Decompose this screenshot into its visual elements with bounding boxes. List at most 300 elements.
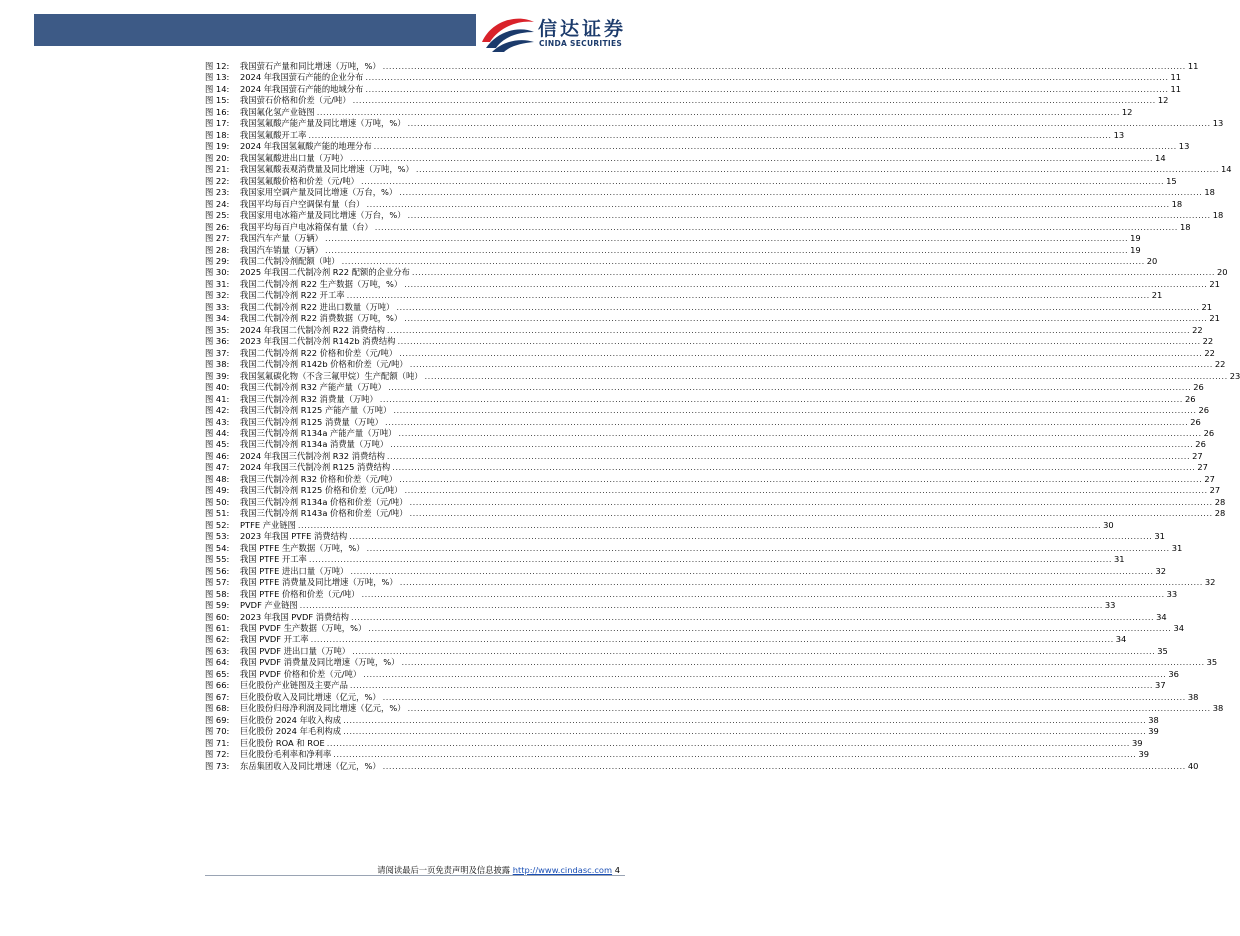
toc-figure-label: 图 65:	[205, 668, 230, 679]
toc-page-number: 13	[1178, 141, 1190, 152]
toc-entry[interactable]	[205, 703, 1224, 714]
toc-figure-title: 我国三代制冷剂 R125 价格和价差（元/吨）	[240, 485, 403, 496]
toc-figure-label: 图 21:	[205, 164, 230, 175]
toc-entry[interactable]	[205, 691, 1199, 703]
toc-leader-dots	[396, 302, 1199, 313]
toc-leader-dots	[400, 577, 1203, 588]
toc-leader-dots	[399, 187, 1202, 198]
toc-leader-dots	[408, 703, 1211, 714]
toc-entry[interactable]	[205, 657, 1218, 668]
toc-figure-title: 我国 PVDF 消费量及同比增速（万吨，%）	[240, 657, 400, 668]
toc-leader-dots	[401, 657, 1204, 668]
toc-leader-dots	[397, 336, 1200, 347]
toc-entry[interactable]	[205, 554, 1125, 565]
toc-figure-label: 图 19:	[205, 141, 230, 152]
toc-entry[interactable]	[205, 496, 1226, 508]
header-band	[34, 14, 476, 46]
toc-figure-label: 图 35:	[205, 324, 230, 335]
toc-entry[interactable]	[205, 164, 1232, 175]
toc-figure-label: 图 31:	[205, 278, 230, 289]
toc-leader-dots	[383, 761, 1186, 772]
toc-entry[interactable]	[205, 187, 1215, 198]
toc-leader-dots	[408, 118, 1211, 129]
toc-entry[interactable]	[205, 324, 1203, 336]
toc-figure-title: 东岳集团收入及同比增速（亿元，%）	[240, 760, 381, 771]
footer-url-link[interactable]: http://www.cindasc.com	[512, 865, 613, 875]
toc-entry[interactable]	[205, 450, 1203, 462]
toc-figure-title: 我国氢氟酸产能产量及同比增速（万吨，%）	[240, 118, 406, 129]
toc-figure-title: 我国三代制冷剂 R32 产能产量（万吨）	[240, 382, 387, 393]
toc-entry[interactable]	[205, 61, 1199, 72]
toc-figure-label: 图 29:	[205, 255, 230, 266]
toc-entry[interactable]	[205, 588, 1178, 600]
toc-figure-title: 2024 年我国萤石产能的企业分布	[240, 72, 364, 83]
toc-entry[interactable]	[205, 565, 1167, 577]
toc-figure-title: 巨化股份收入及同比增速（亿元，%）	[240, 691, 381, 702]
toc-page-number: 22	[1202, 336, 1214, 347]
toc-figure-title: 我国汽车产量（万辆）	[240, 233, 323, 244]
toc-figure-title: 2023 年我国二代制冷剂 R142b 消费结构	[240, 336, 396, 347]
toc-figure-label: 图 63:	[205, 645, 230, 656]
toc-entry[interactable]	[205, 668, 1179, 680]
toc-figure-label: 图 37:	[205, 347, 230, 358]
toc-figure-title: 我国三代制冷剂 R143a 价格和价差（元/吨）	[240, 508, 408, 519]
toc-leader-dots	[404, 279, 1207, 290]
toc-page-number: 20	[1146, 255, 1158, 266]
toc-figure-label: 图 58:	[205, 588, 230, 599]
toc-figure-label: 图 16:	[205, 106, 230, 117]
toc-leader-dots	[311, 634, 1114, 645]
toc-figure-label: 图 73:	[205, 760, 230, 771]
toc-leader-dots	[388, 382, 1191, 393]
toc-figure-title: 2025 年我国二代制冷剂 R22 配额的企业分布	[240, 267, 410, 278]
toc-entry[interactable]	[205, 622, 1184, 634]
toc-entry[interactable]	[205, 290, 1163, 301]
toc-page-number: 31	[1171, 542, 1183, 553]
toc-entry[interactable]	[205, 278, 1220, 290]
toc-figure-title: 我国三代制冷剂 R134a 消费量（万吨）	[240, 439, 389, 450]
toc-leader-dots	[380, 394, 1183, 405]
toc-figure-label: 图 25:	[205, 210, 230, 221]
toc-leader-dots	[385, 417, 1188, 428]
toc-page-number: 23	[1229, 370, 1240, 381]
toc-page-number: 40	[1187, 760, 1199, 771]
logo-chinese-name: 信达证券	[538, 18, 627, 40]
toc-leader-dots	[347, 290, 1150, 301]
toc-page-number: 34	[1115, 634, 1127, 645]
toc-page-number: 33	[1166, 588, 1178, 599]
toc-entry[interactable]	[205, 634, 1127, 645]
toc-page-number: 26	[1190, 416, 1201, 427]
toc-page-number: 14	[1221, 164, 1232, 175]
toc-leader-dots	[343, 726, 1146, 737]
toc-leader-dots	[399, 348, 1202, 359]
toc-figure-title: 我国家用空调产量及同比增速（万台，%）	[240, 187, 398, 198]
toc-figure-label: 图 24:	[205, 198, 230, 209]
toc-page-number: 27	[1192, 450, 1203, 461]
toc-figure-label: 图 55:	[205, 554, 230, 565]
toc-entry[interactable]	[205, 129, 1125, 141]
toc-leader-dots	[387, 451, 1190, 462]
toc-leader-dots	[425, 371, 1228, 382]
toc-entry[interactable]	[205, 221, 1191, 233]
toc-figure-title: 我国三代制冷剂 R125 产能产量（万吨）	[240, 405, 392, 416]
toc-entry[interactable]	[205, 542, 1183, 554]
toc-figure-label: 图 42:	[205, 405, 230, 416]
toc-figure-title: 我国三代制冷剂 R32 价格和价差（元/吨）	[240, 473, 398, 484]
toc-page-number: 12	[1121, 106, 1133, 117]
toc-leader-dots	[298, 520, 1101, 531]
toc-leader-dots	[343, 715, 1146, 726]
toc-page-number: 32	[1155, 565, 1167, 576]
toc-figure-title: 我国 PVDF 生产数据（万吨，%）	[240, 622, 367, 633]
toc-figure-title: 2023 年我国 PTFE 消费结构	[240, 531, 348, 542]
toc-page-number: 35	[1157, 645, 1168, 656]
toc-page-number: 12	[1157, 95, 1169, 106]
toc-figure-label: 图 41:	[205, 393, 230, 404]
toc-entry[interactable]	[205, 473, 1215, 485]
toc-entry[interactable]	[205, 313, 1220, 324]
toc-figure-label: 图 47:	[205, 462, 230, 473]
toc-page-number: 18	[1212, 210, 1224, 221]
toc-figure-title: 我国氟化氢产业链图	[240, 106, 315, 117]
toc-figure-label: 图 22:	[205, 175, 230, 186]
toc-figure-label: 图 71:	[205, 737, 230, 748]
toc-entry[interactable]	[205, 611, 1167, 623]
toc-page-number: 36	[1168, 668, 1179, 679]
toc-page-number: 26	[1184, 393, 1196, 404]
toc-entry[interactable]	[205, 72, 1182, 83]
toc-figure-title: 我国二代制冷剂 R22 生产数据（万吨，%）	[240, 278, 403, 289]
toc-page-number: 21	[1201, 301, 1213, 312]
toc-entry[interactable]	[205, 462, 1208, 473]
toc-page-number: 20	[1216, 267, 1228, 278]
footer-disclaimer: 请阅读最后一页免责声明及信息披露	[377, 865, 511, 875]
toc-leader-dots	[361, 176, 1164, 187]
toc-entry[interactable]	[205, 267, 1228, 278]
toc-figure-label: 图 70:	[205, 726, 230, 737]
toc-figure-title: 我国氢氟酸开工率	[240, 129, 307, 140]
toc-figure-title: 我国 PTFE 价格和价差（元/吨）	[240, 588, 360, 599]
toc-leader-dots	[367, 543, 1170, 554]
toc-leader-dots	[410, 497, 1213, 508]
toc-leader-dots	[309, 554, 1112, 565]
toc-figure-title: 2024 年我国二代制冷剂 R22 消费结构	[240, 324, 385, 335]
figure-index-list	[205, 61, 1240, 772]
toc-leader-dots	[317, 107, 1120, 118]
toc-leader-dots	[308, 130, 1111, 141]
toc-figure-label: 图 49:	[205, 485, 230, 496]
toc-figure-label: 图 56:	[205, 565, 230, 576]
toc-leader-dots	[399, 474, 1202, 485]
toc-figure-label: 图 36:	[205, 336, 230, 347]
toc-figure-label: 图 26:	[205, 221, 230, 232]
toc-leader-dots	[392, 462, 1195, 473]
toc-figure-label: 图 32:	[205, 290, 230, 301]
toc-entry[interactable]	[205, 577, 1216, 588]
toc-entry[interactable]	[205, 152, 1166, 164]
toc-figure-title: 我国氢氟酸表观消费量及同比增速（万吨，%）	[240, 164, 414, 175]
toc-leader-dots	[361, 589, 1164, 600]
toc-entry[interactable]	[205, 83, 1182, 95]
toc-page-number: 30	[1103, 519, 1114, 530]
toc-figure-title: 我国三代制冷剂 R125 消费量（万吨）	[240, 416, 384, 427]
toc-figure-title: 我国 PVDF 进出口量（万吨）	[240, 645, 351, 656]
toc-leader-dots	[410, 508, 1213, 519]
toc-entry[interactable]	[205, 255, 1158, 267]
toc-figure-label: 图 46:	[205, 450, 230, 461]
toc-page-number: 11	[1187, 61, 1199, 71]
toc-page-number: 11	[1170, 83, 1182, 94]
toc-entry[interactable]	[205, 439, 1206, 450]
toc-page-number: 18	[1204, 187, 1215, 198]
toc-figure-title: 巨化股份归母净利润及同比增速（亿元，%）	[240, 703, 406, 714]
toc-leader-dots	[365, 84, 1168, 95]
toc-leader-dots	[333, 749, 1136, 760]
toc-entry[interactable]	[205, 382, 1204, 393]
toc-page-number: 18	[1171, 198, 1183, 209]
toc-page-number: 27	[1204, 473, 1215, 484]
toc-entry[interactable]	[205, 680, 1166, 691]
toc-figure-label: 图 40:	[205, 382, 230, 393]
toc-entry[interactable]	[205, 301, 1213, 313]
toc-entry[interactable]	[205, 485, 1221, 496]
toc-entry[interactable]	[205, 405, 1210, 416]
toc-figure-label: 图 48:	[205, 473, 230, 484]
toc-figure-title: 我国二代制冷剂 R22 消费数据（万吨，%）	[240, 313, 403, 324]
toc-entry[interactable]	[205, 726, 1159, 737]
toc-figure-title: 我国三代制冷剂 R134a 产能产量（万吨）	[240, 428, 397, 438]
toc-page-number: 21	[1209, 278, 1220, 289]
toc-figure-label: 图 54:	[205, 542, 230, 553]
toc-figure-title: 我国 PVDF 开工率	[240, 634, 309, 645]
toc-figure-title: 我国汽车销量（万辆）	[240, 244, 323, 255]
toc-figure-title: 我国二代制冷剂 R142b 价格和价差（元/吨）	[240, 359, 408, 370]
toc-page-number: 11	[1170, 72, 1182, 83]
toc-figure-title: 2024 年我国萤石产能的地域分布	[240, 83, 364, 94]
toc-leader-dots	[410, 359, 1213, 370]
toc-page-number: 39	[1131, 737, 1143, 748]
toc-entry[interactable]	[205, 175, 1177, 187]
toc-figure-label: 图 27:	[205, 233, 230, 244]
toc-figure-label: 图 60:	[205, 611, 230, 622]
toc-leader-dots	[352, 646, 1155, 657]
toc-leader-dots	[404, 485, 1207, 496]
toc-entry[interactable]	[205, 336, 1214, 347]
toc-figure-label: 图 34:	[205, 313, 230, 324]
toc-figure-title: 我国氢氟酸价格和价差（元/吨）	[240, 175, 359, 186]
toc-leader-dots	[408, 210, 1211, 221]
toc-figure-title: 我国三代制冷剂 R134a 价格和价差（元/吨）	[240, 496, 408, 507]
toc-leader-dots	[349, 531, 1152, 542]
toc-entry[interactable]	[205, 737, 1143, 749]
toc-leader-dots	[390, 439, 1193, 450]
toc-page-number: 34	[1173, 622, 1184, 633]
toc-page-number: 21	[1209, 313, 1220, 324]
toc-figure-label: 图 14:	[205, 83, 230, 94]
toc-entry[interactable]	[205, 749, 1150, 760]
toc-page-number: 18	[1179, 221, 1191, 232]
toc-figure-title: 2023 年我国 PVDF 消费结构	[240, 611, 349, 622]
toc-figure-label: 图 61:	[205, 622, 230, 633]
toc-figure-label: 图 57:	[205, 577, 230, 588]
toc-page-number: 15	[1166, 175, 1177, 186]
toc-entry[interactable]	[205, 118, 1224, 129]
toc-page-number: 22	[1204, 347, 1215, 358]
toc-page-number: 27	[1197, 462, 1208, 473]
toc-page-number: 22	[1214, 359, 1226, 370]
toc-figure-title: 巨化股份 2024 年毛利构成	[240, 726, 342, 737]
toc-leader-dots	[412, 267, 1215, 278]
toc-page-number: 32	[1204, 577, 1216, 588]
toc-leader-dots	[398, 428, 1201, 439]
toc-entry[interactable]	[205, 531, 1165, 542]
toc-figure-label: 图 66:	[205, 680, 230, 691]
logo-english-name: CINDA SECURITIES	[539, 39, 623, 48]
toc-page-number: 34	[1156, 611, 1167, 622]
cinda-logo	[480, 10, 640, 54]
toc-entry[interactable]	[205, 645, 1168, 657]
toc-figure-title: 我国二代制冷剂 R22 进出口数量（万吨）	[240, 301, 395, 312]
toc-figure-title: 巨化股份 2024 年收入构成	[240, 714, 342, 725]
toc-leader-dots	[393, 405, 1196, 416]
toc-entry[interactable]	[205, 198, 1183, 210]
toc-leader-dots	[350, 680, 1153, 691]
toc-figure-label: 图 23:	[205, 187, 230, 198]
toc-entry[interactable]	[205, 210, 1224, 221]
toc-leader-dots	[404, 313, 1207, 324]
toc-entry[interactable]	[205, 714, 1159, 726]
toc-entry[interactable]	[205, 233, 1141, 244]
toc-page-number: 38	[1212, 703, 1224, 714]
toc-figure-title: 我国平均每百户空调保有量（台）	[240, 198, 365, 209]
toc-page-number: 26	[1198, 405, 1210, 416]
toc-entry[interactable]	[205, 370, 1240, 382]
toc-figure-label: 图 67:	[205, 691, 230, 702]
toc-leader-dots	[325, 233, 1128, 244]
toc-figure-title: 我国萤石产量和同比增速（万吨，%）	[240, 61, 381, 71]
toc-page-number: 21	[1151, 290, 1163, 301]
toc-entry[interactable]	[205, 760, 1199, 772]
toc-figure-label: 图 39:	[205, 370, 230, 381]
toc-figure-label: 图 33:	[205, 301, 230, 312]
toc-leader-dots	[327, 738, 1130, 749]
toc-entry[interactable]	[205, 508, 1226, 519]
toc-page-number: 38	[1187, 691, 1199, 702]
toc-figure-title: 我国 PTFE 生产数据（万吨，%）	[240, 542, 365, 553]
toc-figure-title: 我国 PTFE 消费量及同比增速（万吨，%）	[240, 577, 398, 588]
toc-figure-title: 我国 PTFE 进出口量（万吨）	[240, 565, 349, 576]
toc-figure-title: 巨化股份产业链图及主要产品	[240, 680, 348, 691]
toc-figure-label: 图 52:	[205, 519, 230, 530]
toc-entry[interactable]	[205, 141, 1190, 152]
toc-leader-dots	[368, 623, 1171, 634]
toc-page-number: 38	[1148, 714, 1159, 725]
toc-page-number: 27	[1209, 485, 1221, 496]
toc-figure-title: 我国二代制冷剂 R22 开工率	[240, 290, 345, 301]
toc-figure-title: 我国三代制冷剂 R32 消费量（万吨）	[240, 393, 378, 404]
footer-page-number: 4	[614, 865, 620, 875]
toc-figure-label: 图 69:	[205, 714, 230, 725]
toc-entry[interactable]	[205, 244, 1141, 256]
toc-figure-label: 图 64:	[205, 657, 230, 668]
toc-leader-dots	[353, 95, 1156, 106]
toc-figure-label: 图 62:	[205, 634, 230, 645]
toc-leader-dots	[366, 199, 1169, 210]
toc-leader-dots	[374, 141, 1177, 152]
toc-figure-label: 图 44:	[205, 428, 230, 438]
toc-entry[interactable]	[205, 95, 1169, 106]
toc-figure-label: 图 51:	[205, 508, 230, 519]
toc-figure-title: 我国平均每百户电冰箱保有量（台）	[240, 221, 373, 232]
toc-entry[interactable]	[205, 347, 1215, 359]
toc-page-number: 28	[1214, 496, 1226, 507]
toc-figure-title: 我国氢氟酸进出口量（万吨）	[240, 152, 348, 163]
toc-figure-title: 巨化股份毛利率和净利率	[240, 749, 332, 760]
toc-leader-dots	[351, 612, 1154, 623]
toc-figure-title: 我国 PVDF 价格和价差（元/吨）	[240, 668, 362, 679]
toc-figure-label: 图 28:	[205, 244, 230, 255]
cinda-logo-icon	[480, 12, 536, 52]
toc-figure-label: 图 68:	[205, 703, 230, 714]
toc-page-number: 28	[1214, 508, 1226, 519]
toc-entry[interactable]	[205, 416, 1201, 428]
toc-entry[interactable]	[205, 106, 1133, 118]
toc-page-number: 31	[1154, 531, 1165, 542]
toc-leader-dots	[416, 164, 1219, 175]
toc-figure-label: 图 53:	[205, 531, 230, 542]
toc-leader-dots	[350, 566, 1153, 577]
toc-leader-dots	[375, 222, 1178, 233]
footer-divider	[205, 875, 625, 876]
toc-figure-label: 图 17:	[205, 118, 230, 129]
toc-page-number: 35	[1206, 657, 1218, 668]
toc-page-number: 33	[1104, 600, 1116, 611]
toc-entry[interactable]	[205, 393, 1196, 405]
toc-page-number: 39	[1148, 726, 1159, 737]
toc-figure-title: 我国萤石价格和价差（元/吨）	[240, 95, 351, 106]
toc-figure-label: 图 45:	[205, 439, 230, 450]
toc-figure-label: 图 18:	[205, 129, 230, 140]
toc-figure-title: 2024 年我国氢氟酸产能的地理分布	[240, 141, 372, 152]
toc-figure-title: 我国家用电冰箱产量及同比增速（万台，%）	[240, 210, 406, 221]
toc-page-number: 19	[1130, 244, 1141, 255]
toc-entry[interactable]	[205, 600, 1116, 611]
toc-page-number: 19	[1130, 233, 1141, 244]
toc-figure-label: 图 43:	[205, 416, 230, 427]
toc-leader-dots	[350, 153, 1153, 164]
toc-page-number: 26	[1203, 428, 1215, 438]
toc-page-number: 31	[1114, 554, 1125, 565]
toc-figure-title: PTFE 产业链图	[240, 519, 296, 530]
toc-figure-label: 图 38:	[205, 359, 230, 370]
toc-figure-title: 我国氢氟碳化物（不含三氟甲烷）生产配额（吨）	[240, 370, 423, 381]
toc-entry[interactable]	[205, 359, 1226, 370]
toc-page-number: 26	[1193, 382, 1204, 393]
toc-page-number: 39	[1138, 749, 1150, 760]
toc-figure-label: 图 15:	[205, 95, 230, 106]
toc-page-number: 37	[1155, 680, 1166, 691]
toc-leader-dots	[383, 61, 1186, 72]
toc-figure-title: 我国二代制冷剂配额（吨）	[240, 255, 340, 266]
toc-figure-title: PVDF 产业链图	[240, 600, 298, 611]
toc-page-number: 13	[1212, 118, 1224, 129]
toc-leader-dots	[387, 325, 1190, 336]
toc-entry[interactable]	[205, 428, 1215, 439]
toc-entry[interactable]	[205, 519, 1114, 531]
toc-figure-title: 我国 PTFE 开工率	[240, 554, 307, 565]
toc-figure-label: 图 30:	[205, 267, 230, 278]
